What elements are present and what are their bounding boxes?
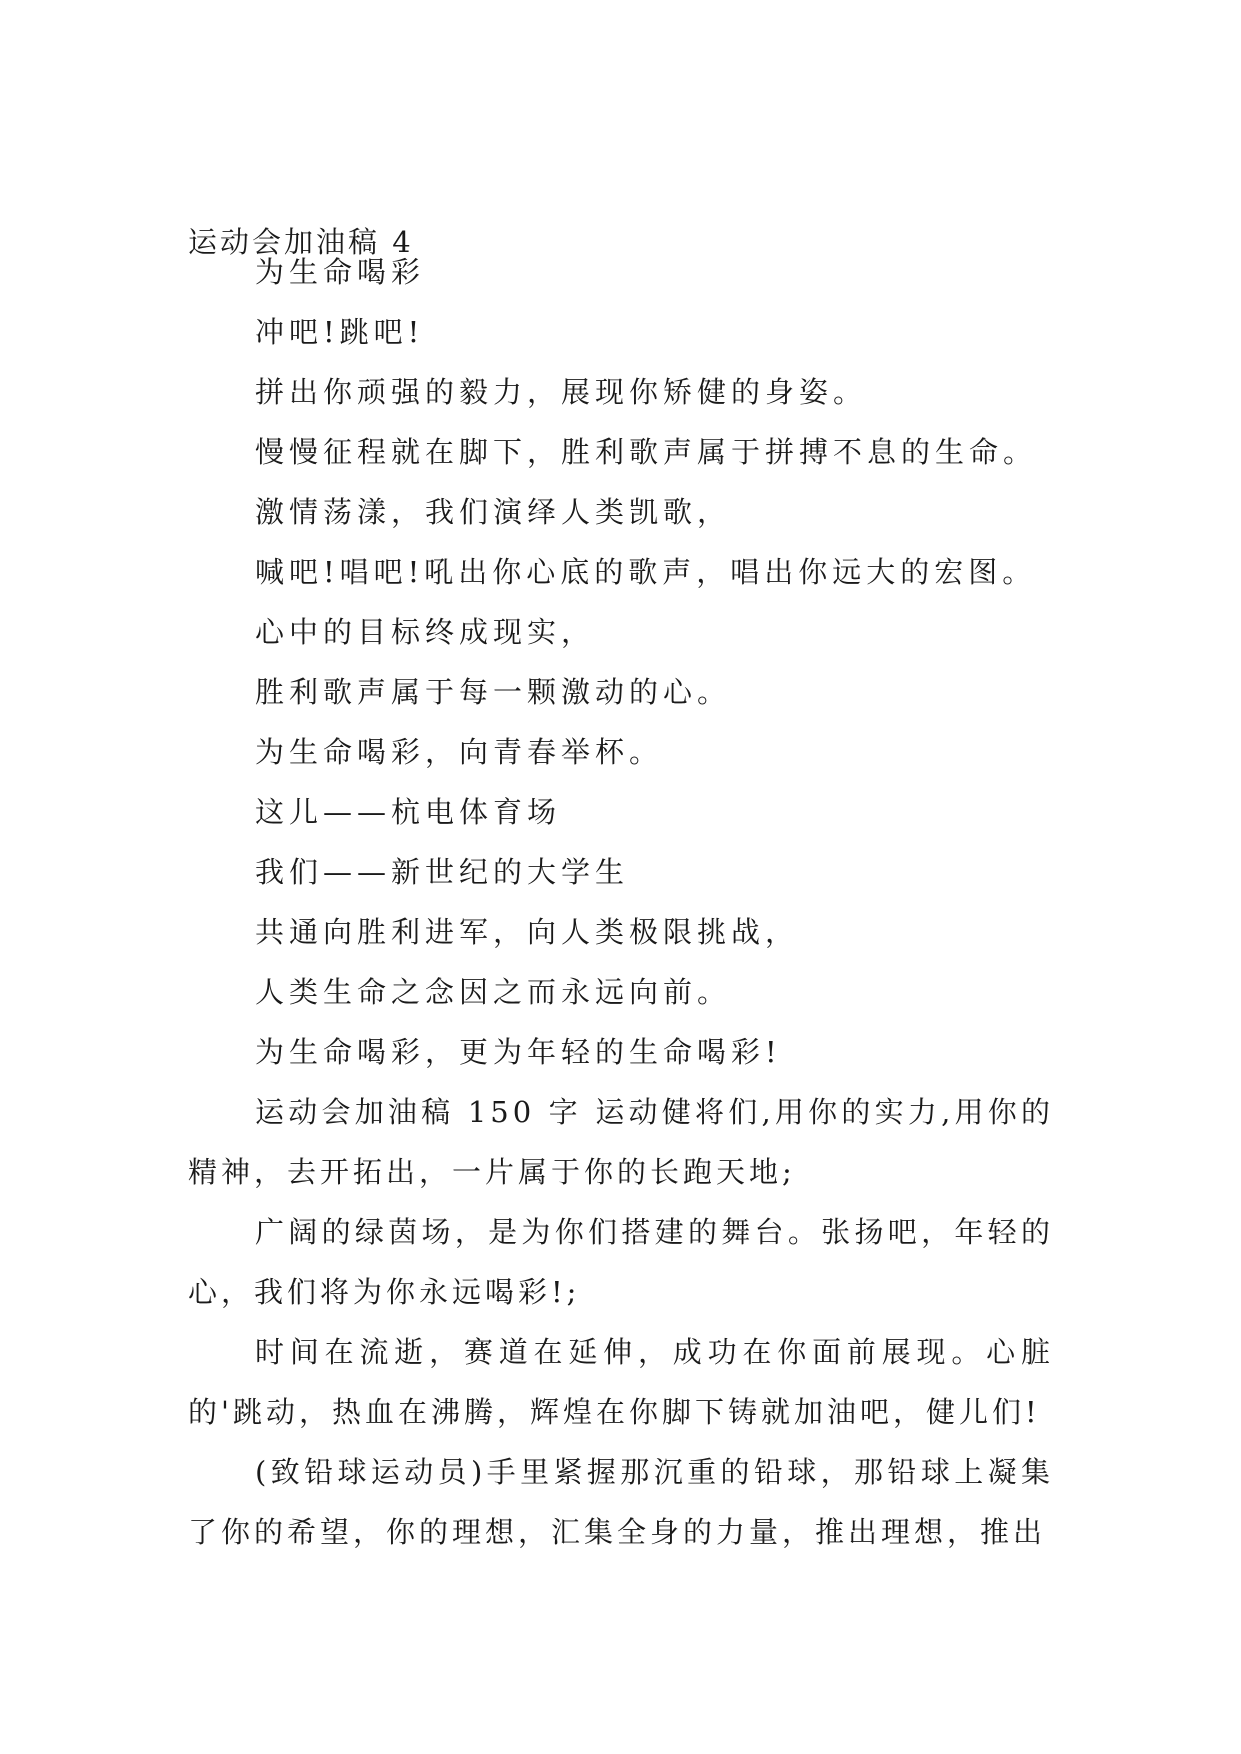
poem-line: 这儿——杭电体育场	[255, 795, 562, 829]
poem-line: 冲吧!跳吧!	[255, 315, 425, 349]
paragraph: 时间在流逝，赛道在延伸，成功在你面前展现。心脏的'跳动，热血在沸腾，辉煌在你脚下铸就加油吧，健儿们!	[188, 1335, 1054, 1429]
poem-line: 胜利歌声属于每一颗激动的心。	[255, 675, 732, 709]
document-title: 运动会加油稿 4	[188, 225, 414, 259]
poem-line: 人类生命之念因之而永远向前。	[255, 975, 732, 1009]
poem-line: 慢慢征程就在脚下，胜利歌声属于拼搏不息的生命。	[255, 435, 1038, 469]
poem-line: 为生命喝彩	[255, 255, 426, 289]
poem-line: 我们——新世纪的大学生	[255, 855, 630, 889]
poem-line: 激情荡漾，我们演绎人类凯歌，	[255, 495, 732, 529]
paragraph: 广阔的绿茵场，是为你们搭建的舞台。张扬吧，年轻的心，我们将为你永远喝彩!;	[188, 1215, 1054, 1309]
poem-line: 喊吧!唱吧!吼出你心底的歌声，唱出你远大的宏图。	[255, 555, 1037, 589]
poem-line: 为生命喝彩，更为年轻的生命喝彩!	[255, 1035, 782, 1069]
poem-line: 为生命喝彩，向青春举杯。	[255, 735, 664, 769]
poem-line: 心中的目标终成现实，	[255, 615, 596, 649]
poem-line: 拼出你顽强的毅力，展现你矫健的身姿。	[255, 375, 868, 409]
poem-line: 共通向胜利进军，向人类极限挑战，	[255, 915, 800, 949]
paragraph: (致铅球运动员)手里紧握那沉重的铅球，那铅球上凝集了你的希望，你的理想，汇集全身的力量，推出理想，推出	[188, 1455, 1054, 1549]
paragraph: 运动会加油稿 150 字 运动健将们,用你的实力,用你的精神，去开拓出，一片属于你的长跑天地;	[188, 1095, 1054, 1189]
